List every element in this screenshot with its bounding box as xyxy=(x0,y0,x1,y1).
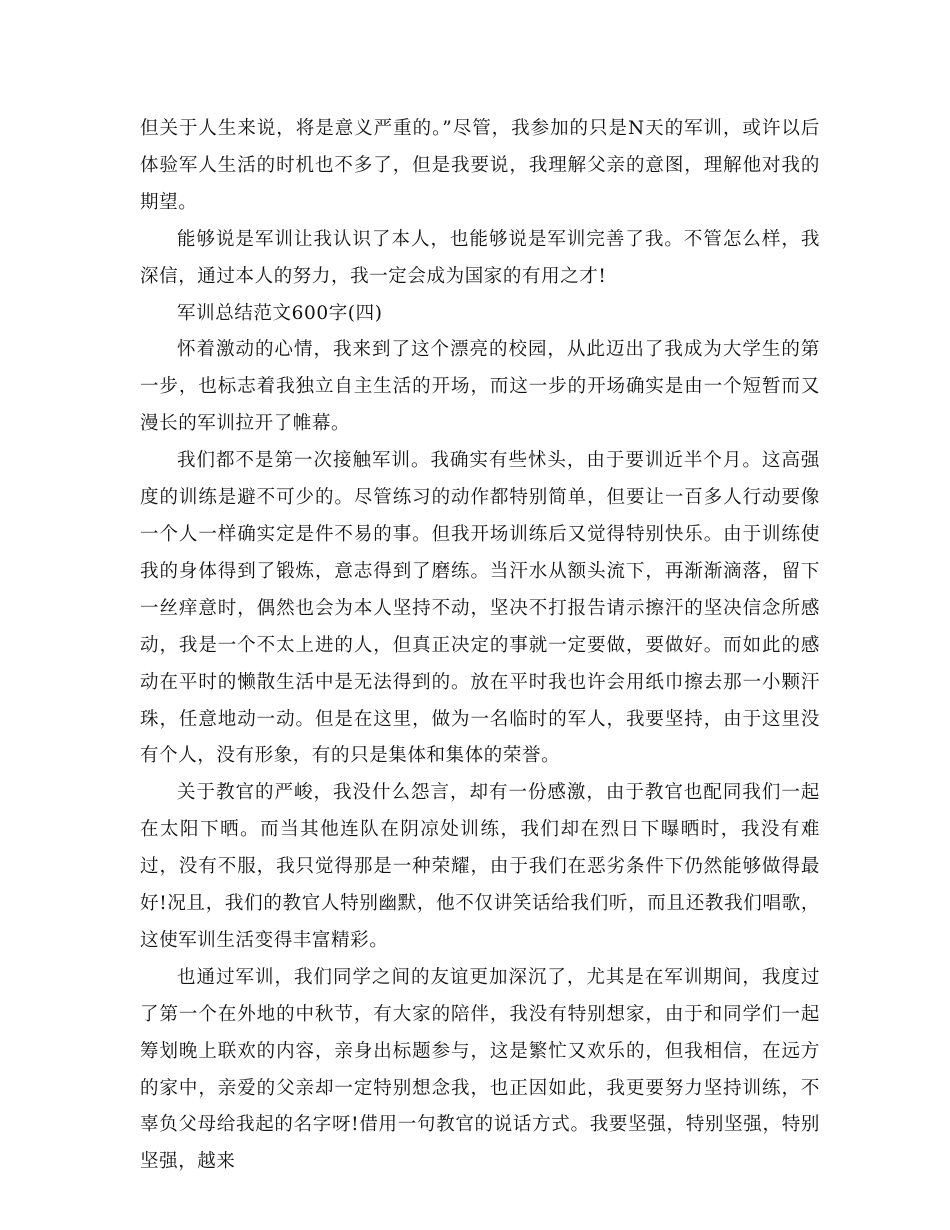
paragraph: 也通过军训，我们同学之间的友谊更加深沉了，尤其是在军训期间，我度过了第一个在外地的中秋节，有大家的陪伴，我没有特别想家，由于和同学们一起筹划晚上联欢的内容，亲身出标题参与，这是繁忙又欢乐的，但我相信，在远方的家中，亲爱的父亲却一定特别想念我，也正因如此，我更要努力坚持训练，不辜负父母给我起的名字呀!借用一句教官的说话方式。我要坚强，特别坚强，特别坚强，越来 xyxy=(140,966,820,1173)
paragraph: 我们都不是第一次接触军训。我确实有些怵头，由于要训近半个月。这高强度的训练是避不可少的。尽管练习的动作都特别简单，但要让一百多人行动要像一个人一样确实定是件不易的事。但我开场训练后又觉得特别快乐。由于训练使我的身体得到了锻炼，意志得到了磨练。当汗水从额头流下，再渐渐滴落，留下一丝痒意时，偶然也会为本人坚持不动，坚决不打报告请示擦汗的坚决信念所感动，我是一个不太上进的人，但真正决定的事就一定要做，要做好。而如此的感动在平时的懒散生活中是无法得到的。放在平时我也许会用纸巾擦去那一小颗汗珠，任意地动一动。但是在这里，做为一名临时的军人，我要坚持，由于这里没有个人，没有形象，有的只是集体和集体的荣誉。 xyxy=(140,450,820,767)
paragraph-continued: 但关于人生来说，将是意义严重的。”尽管，我参加的只是N天的军训，或许以后体验军人生活的时机也不多了，但是我要说，我理解父亲的意图，理解他对我的期望。 xyxy=(140,118,820,213)
paragraph: 关于教官的严峻，我没什么怨言，却有一份感激，由于教官也配同我们一起在太阳下晒。而当其他连队在阴凉处训练，我们却在烈日下曝晒时，我没有难过，没有不服，我只觉得那是一种荣耀，由于我们在恶劣条件下仍然能够做得最好!况且，我们的教官人特别幽默，他不仅讲笑话给我们听，而且还教我们唱歌，这使军训生活变得丰富精彩。 xyxy=(140,782,820,951)
paragraph: 能够说是军训让我认识了本人，也能够说是军训完善了我。不管怎么样，我深信，通过本人的努力，我一定会成为国家的有用之才! xyxy=(140,228,820,287)
section-heading: 军训总结范文600字(四) xyxy=(177,302,383,324)
paragraph: 怀着激动的心情，我来到了这个漂亮的校园，从此迈出了我成为大学生的第一步，也标志着我独立自主生活的开场，而这一步的开场确实是由一个短暂而又漫长的军训拉开了帷幕。 xyxy=(140,339,820,435)
document-body xyxy=(140,111,820,1181)
